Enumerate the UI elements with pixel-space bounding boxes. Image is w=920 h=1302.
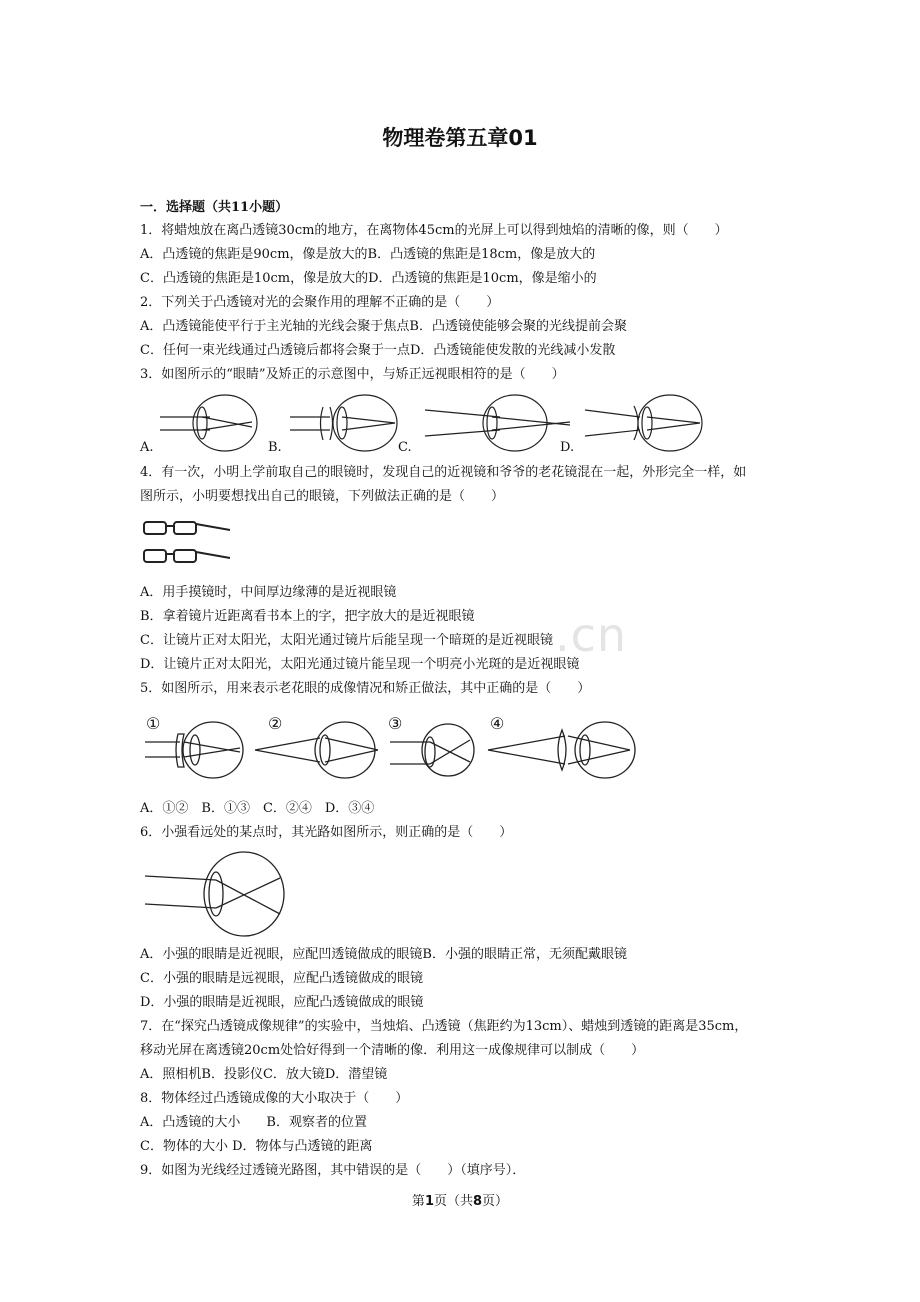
q5-options: A．①② B．①③ C．②④ D．③④ xyxy=(140,801,375,816)
q5-label-4: ④ xyxy=(490,714,505,733)
q5-label-2: ② xyxy=(268,714,283,733)
q4-stem-2: 图所示，小明要想找出自己的眼镜，下列做法正确的是（ ） xyxy=(140,489,505,504)
section-heading: 一．选择题（共11小题） xyxy=(140,200,289,215)
q8-options-ab: A．凸透镜的大小 B．观察者的位置 xyxy=(140,1115,367,1130)
q8-stem: 8．物体经过凸透镜成像的大小取决于（ ） xyxy=(140,1091,409,1106)
q3-figure xyxy=(140,392,720,462)
q4-option-b: B．拿着镜片近距离看书本上的字，把字放大的是近视眼镜 xyxy=(140,609,475,624)
page-footer xyxy=(0,1190,920,1209)
q1-options-ab: A．凸透镜的焦距是90cm，像是放大的B．凸透镜的焦距是18cm，像是放大的 xyxy=(140,247,596,262)
q4-option-d: D．让镜片正对太阳光，太阳光通过镜片能呈现一个明亮小光斑的是近视眼镜 xyxy=(140,657,580,672)
q5-diagram-3 xyxy=(390,724,474,776)
q3-label-a: A. xyxy=(140,440,154,455)
q5-stem: 5．如图所示，用来表示老花眼的成像情况和矫正做法，其中正确的是（ ） xyxy=(140,681,591,696)
eye-figure-a xyxy=(160,395,257,451)
q7-stem-1: 7．在“探究凸透镜成像规律”的实验中，当烛焰、凸透镜（焦距约为13cm）、蜡烛到透镜的距离是35cm， xyxy=(140,1019,748,1034)
q1-options-cd: C．凸透镜的焦距是10cm，像是放大的D．凸透镜的焦距是10cm，像是缩小的 xyxy=(140,271,597,286)
footer-total-pages: 8 xyxy=(473,1194,483,1209)
eye-figure-c xyxy=(425,395,570,451)
q6-option-c: C．小强的眼睛是远视眼，应配凸透镜做成的眼镜 xyxy=(140,971,423,986)
q5-label-3: ③ xyxy=(388,714,403,733)
q6-option-d: D．小强的眼睛是近视眼，应配凸透镜做成的眼镜 xyxy=(140,995,424,1010)
q4-option-c: C．让镜片正对太阳光，太阳光通过镜片后能呈现一个暗斑的是近视眼镜 xyxy=(140,633,553,648)
eye-figure-b xyxy=(290,395,397,451)
q8-options-cd: C．物体的大小 D．物体与凸透镜的距离 xyxy=(140,1139,373,1154)
glasses-image xyxy=(140,514,235,572)
q2-options-ab: A．凸透镜能使平行于主光轴的光线会聚于焦点B．凸透镜使能够会聚的光线提前会聚 xyxy=(140,319,627,334)
q3-stem: 3．如图所示的“眼睛”及矫正的示意图中，与矫正远视眼相符的是（ ） xyxy=(140,367,565,382)
q6-eye-figure xyxy=(140,848,290,940)
q3-label-d: D. xyxy=(560,440,575,455)
q4-option-a: A．用手摸镜时，中间厚边缘薄的是近视眼镜 xyxy=(140,585,397,600)
page-title: 物理卷第五章01 xyxy=(382,126,538,150)
q3-label-b: B. xyxy=(268,440,282,455)
q3-label-c: C. xyxy=(398,440,412,455)
q5-label-1: ① xyxy=(146,714,161,733)
footer-post: 页） xyxy=(482,1194,509,1209)
q7-stem-2: 移动光屏在离透镜20cm处恰好得到一个清晰的像．利用这一成像规律可以制成（ ） xyxy=(140,1043,645,1058)
q4-stem-1: 4．有一次，小明上学前取自己的眼镜时，发现自己的近视镜和爷爷的老花镜混在一起，外形完全一样，如 xyxy=(140,465,747,480)
q6-options-ab: A．小强的眼睛是近视眼，应配凹透镜做成的眼镜B．小强的眼睛正常，无须配戴眼镜 xyxy=(140,947,627,962)
watermark: .cn xyxy=(555,608,628,662)
footer-mid: 页（共 xyxy=(433,1194,473,1209)
q6-stem: 6．小强看远处的某点时，其光路如图所示，则正确的是（ ） xyxy=(140,825,513,840)
eye-figure-d xyxy=(585,395,702,451)
q2-options-cd: C．任何一束光线通过凸透镜后都将会聚于一点D．凸透镜能使发散的光线减小发散 xyxy=(140,343,616,358)
footer-page-number: 1 xyxy=(424,1194,434,1209)
q5-diagram-4 xyxy=(488,722,635,778)
q2-stem: 2．下列关于凸透镜对光的会聚作用的理解不正确的是（ ） xyxy=(140,295,500,310)
q9-stem: 9．如图为光线经过透镜光路图，其中错误的是（ ）（填序号）． xyxy=(140,1163,526,1178)
footer-pre: 第 xyxy=(411,1194,425,1209)
q7-options: A．照相机B．投影仪C．放大镜D．潜望镜 xyxy=(140,1067,388,1082)
q1-stem: 1．将蜡烛放在离凸透镜30cm的地方，在离物体45cm的光屏上可以得到烛焰的清晰的像，则（ ） xyxy=(140,223,728,238)
